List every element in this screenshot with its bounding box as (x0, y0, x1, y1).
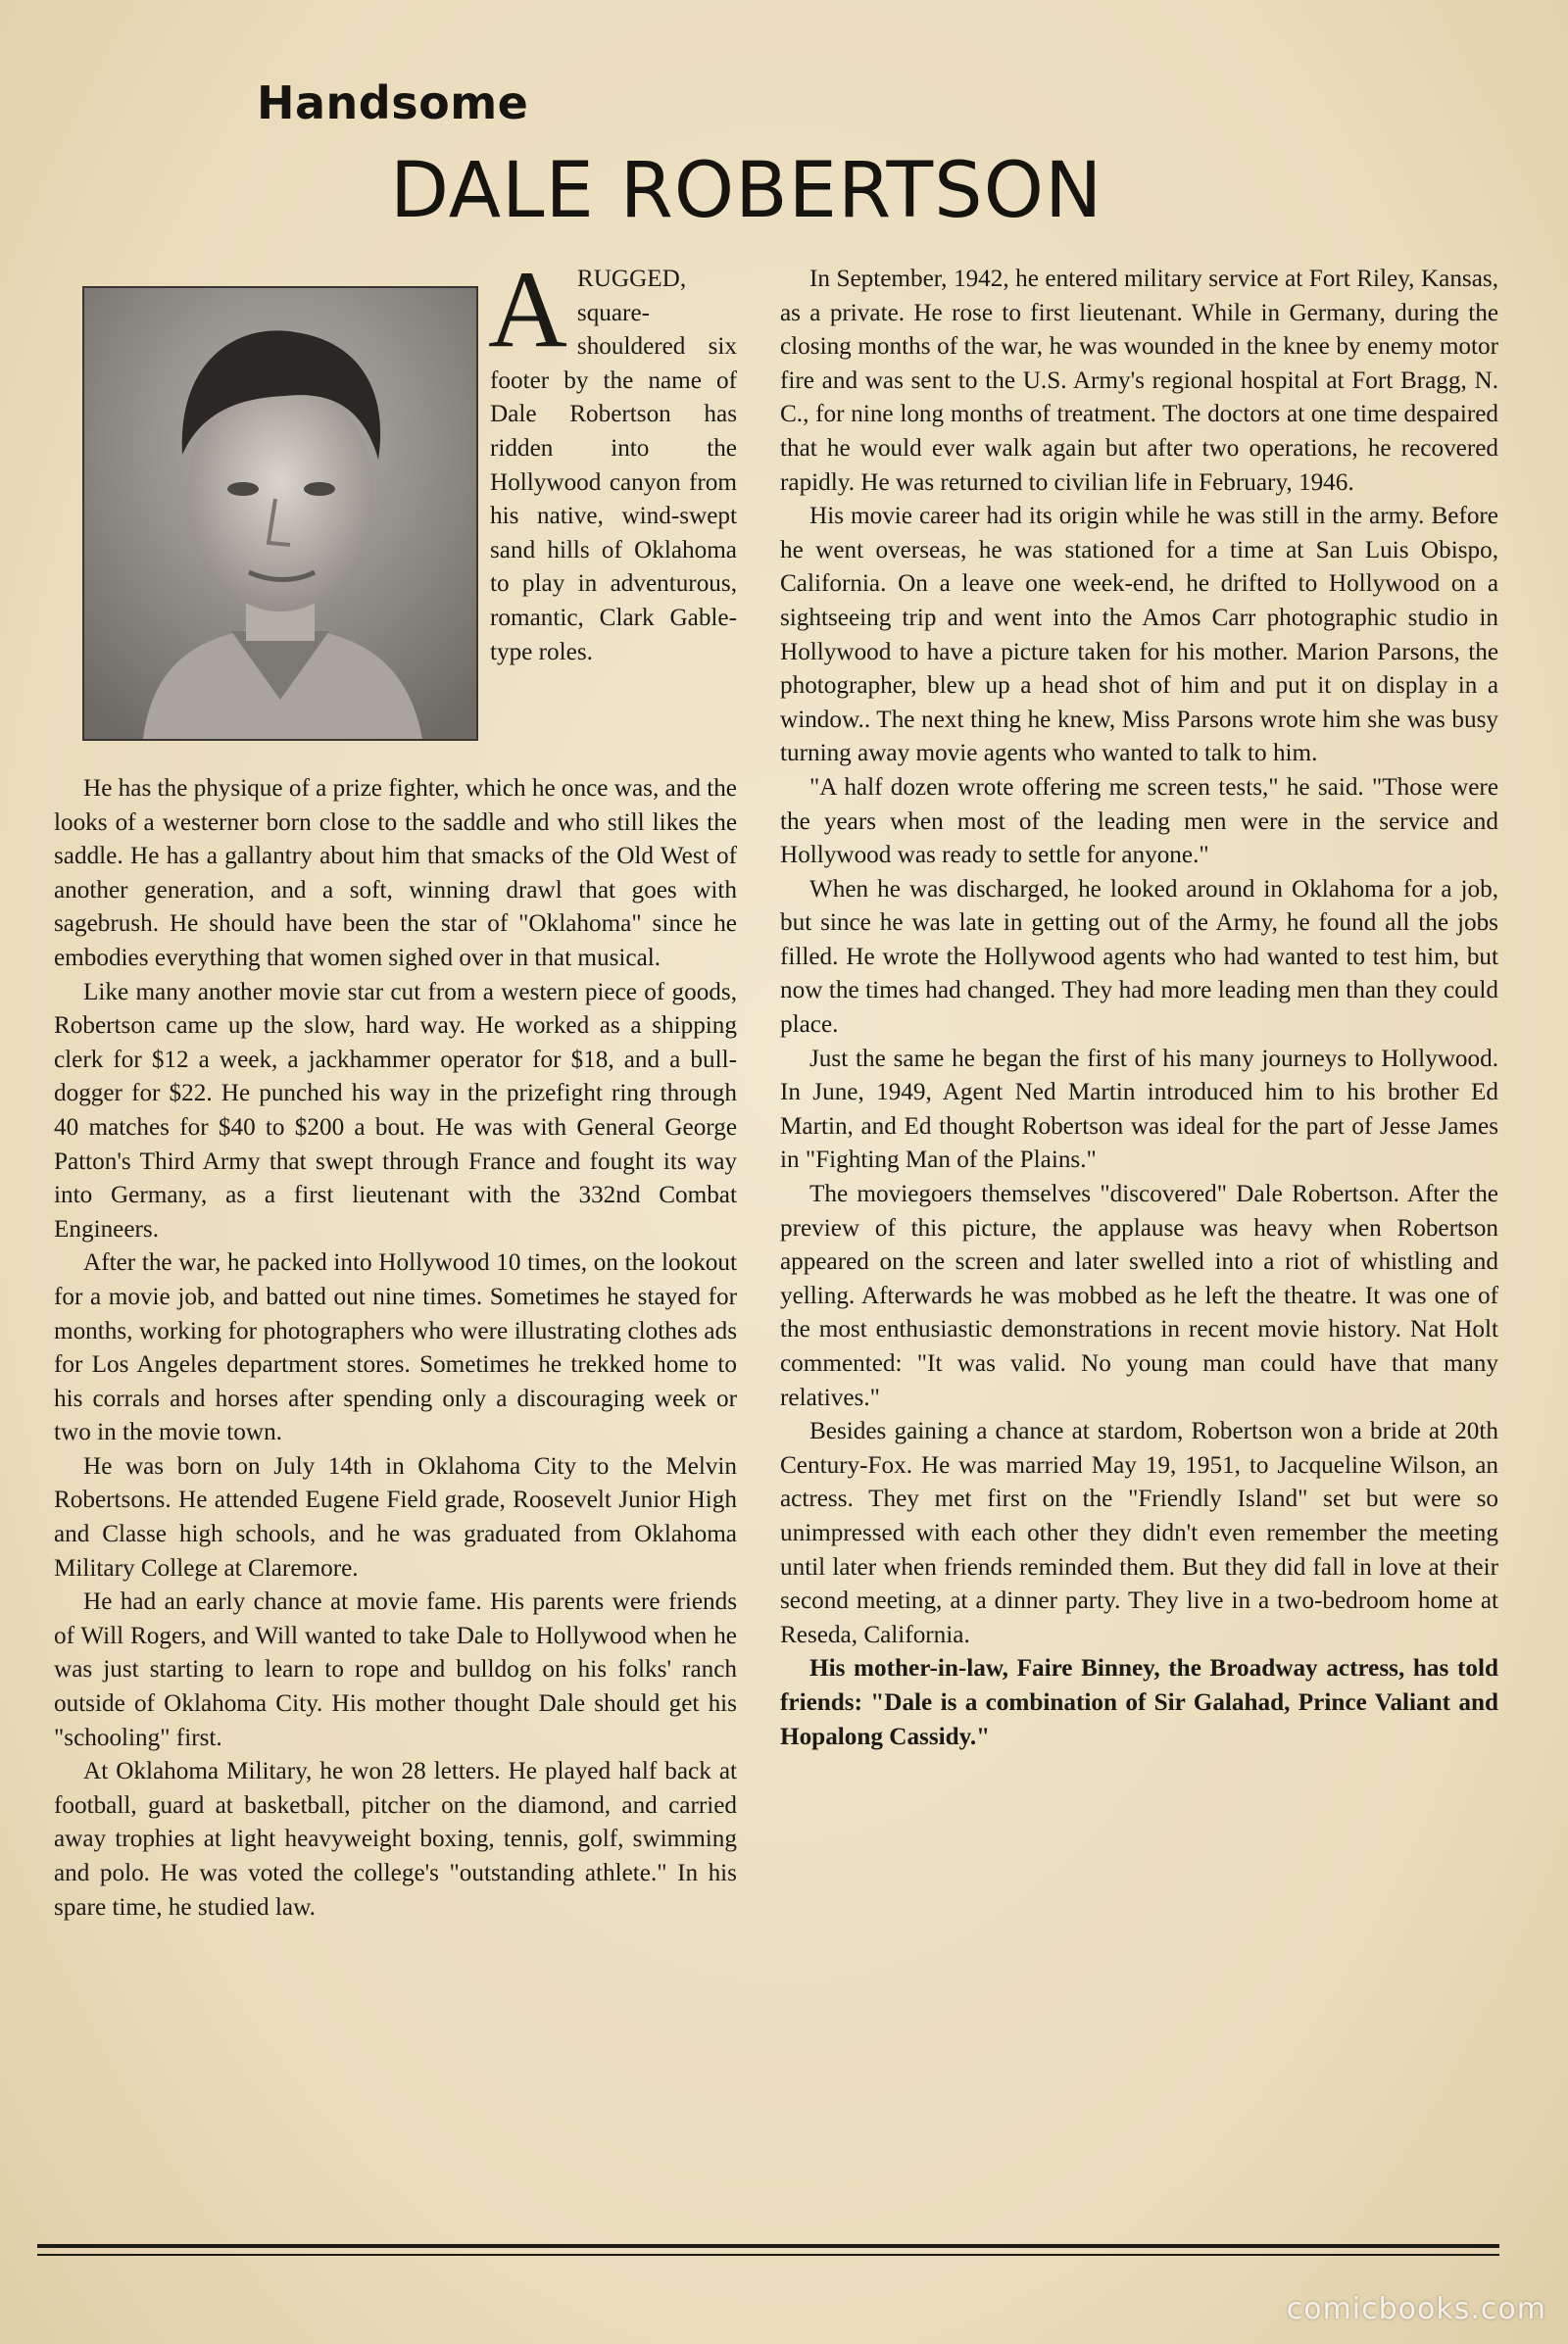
article-kicker: Handsome (257, 76, 529, 129)
left-body (54, 772, 737, 1925)
paragraph: The moviegoers themselves "discovered" Dale Robertson. After the preview of this picture, the applause was heavy when Robertson appeared on the screen and later swelled into a riot of whistling and yelling. Afterwards he was mobbed as he left the theatre. It was one of the most enthusiastic demonstrations in recent movie history. Nat Holt commented: "It was valid. No young man could have that many relatives." (780, 1181, 1498, 1411)
lead-paragraph (488, 249, 737, 772)
right-column (780, 263, 1498, 1754)
paragraph: He was born on July 14th in Oklahoma City to the Melvin Robertsons. He attended Eugene Field grade, Roosevelt Junior High and Classe high schools, and he was graduated from Oklahoma Military College at Claremore. (54, 1452, 737, 1582)
left-column (54, 249, 737, 1925)
paragraph: In September, 1942, he entered military service at Fort Riley, Kansas, as a private. He rose to first lieutenant. While in Germany, during the closing months of the war, he was wounded in the knee by enemy motor fire and was sent to the U.S. Army's regional hospital at Fort Bragg, N. C., for nine long months of treatment. The doctors at one time despaired that he would ever walk again but after two operations, he recovered rapidly. He was returned to civilian life in February, 1946. (780, 266, 1498, 496)
bottom-rule-thick (37, 2244, 1499, 2248)
paragraph: When he was discharged, he looked around in Oklahoma for a job, but since he was late in getting out of the Army, he found all the jobs filled. He wrote the Hollywood agents who had wanted to test him, but now the times had changed. They had more leading men than they could place. (780, 875, 1498, 1039)
paragraph: "A half dozen wrote offering me screen tests," he said. "Those were the years when most of the leading men were in the service and Hollywood was ready to settle for anyone." (780, 773, 1498, 869)
lead-text: RUGGED, square-shouldered six footer by the name of Dale Robertson has ridden into the Hollywood canyon from his native, wind-swept sand hills of Oklahoma to play in adventurous, romantic, Clark Gable-type roles. (490, 266, 737, 665)
paragraph: After the war, he packed into Hollywood 10 times, on the lookout for a movie job, and batted out nine times. Sometimes he stayed for months, working for photographers who were illustrating clothes ads for Los Angeles department stores. Sometimes he trekked home to his corrals and horses after spending only a discouraging week or two in the movie town. (54, 1249, 737, 1446)
paragraph: His movie career had its origin while he was still in the army. Before he went overseas, he was stationed for a time at San Luis Obispo, California. On a leave one week-end, he drifted to Hollywood on a sightseeing trip and went into the Amos Carr photographic studio in Hollywood to have a picture taken for his mother. Marion Parsons, the photographer, blew up a head shot of him and put it on display in a window.. The next thing he knew, Miss Parsons wrote him she was busy turning away movie agents who wanted to talk to him. (780, 503, 1498, 767)
drop-cap: A (488, 249, 567, 370)
article-headline: DALE ROBERTSON (390, 147, 1103, 235)
paragraph: He had an early chance at movie fame. His parents were friends of Will Rogers, and Will wanted to take Dale to Hollywood when he was just starting to learn to rope and bulldog on his folks' ranch outside of Oklahoma City. His mother thought Dale should get his "schooling" first. (54, 1588, 737, 1751)
paragraph: Besides gaining a chance at stardom, Robertson won a bride at 20th Century-Fox. He was married May 19, 1951, to Jacqueline Wilson, an actress. They met first on the "Friendly Island" set but were so unimpressed with each other they didn't even remember the meeting until later when friends reminded them. But they did fall in love at their second meeting, at a dinner party. They live in a two-bedroom home at Reseda, California. (780, 1418, 1498, 1648)
watermark: comicbooks.com (1286, 2292, 1546, 2326)
paragraph: At Oklahoma Military, he won 28 letters. He played half back at football, guard at basketball, pitcher on the diamond, and carried away trophies at light heavyweight boxing, tennis, golf, swimming and polo. He was voted the college's "outstanding athlete." In his spare time, he studied law. (54, 1758, 737, 1921)
bottom-rule-thin (37, 2254, 1499, 2256)
paragraph: Just the same he began the first of his many journeys to Hollywood. In June, 1949, Agent Ned Martin introduced him to his brother Ed Martin, and Ed thought Robertson was ideal for the part of Jesse James in "Fighting Man of the Plains." (780, 1045, 1498, 1174)
right-body (780, 263, 1498, 1754)
closing-paragraph: His mother-in-law, Faire Binney, the Broadway actress, has told friends: "Dale is a combination of Sir Galahad, Prince Valiant and Hopalong Cassidy." (780, 1655, 1498, 1750)
paragraph: He has the physique of a prize fighter, which he once was, and the looks of a westerner born close to the saddle and who still likes the saddle. He has a gallantry about him that smacks of the Old West of another generation, and a soft, winning drawl that goes with sagebrush. He should have been the star of "Oklahoma" since he embodies everything that women sighed over in that musical. (54, 775, 737, 971)
paragraph: Like many another movie star cut from a western piece of goods, Robertson came up the slow, hard way. He worked as a shipping clerk for $12 a week, a jackhammer operator for $18, and a bull-dogger for $22. He punched his way in the prizefight ring through 40 matches for $40 to $200 a bout. He was with General George Patton's Third Army that swept through France and fought its way into Germany, as a first lieutenant with the 332nd Combat Engineers. (54, 978, 737, 1243)
